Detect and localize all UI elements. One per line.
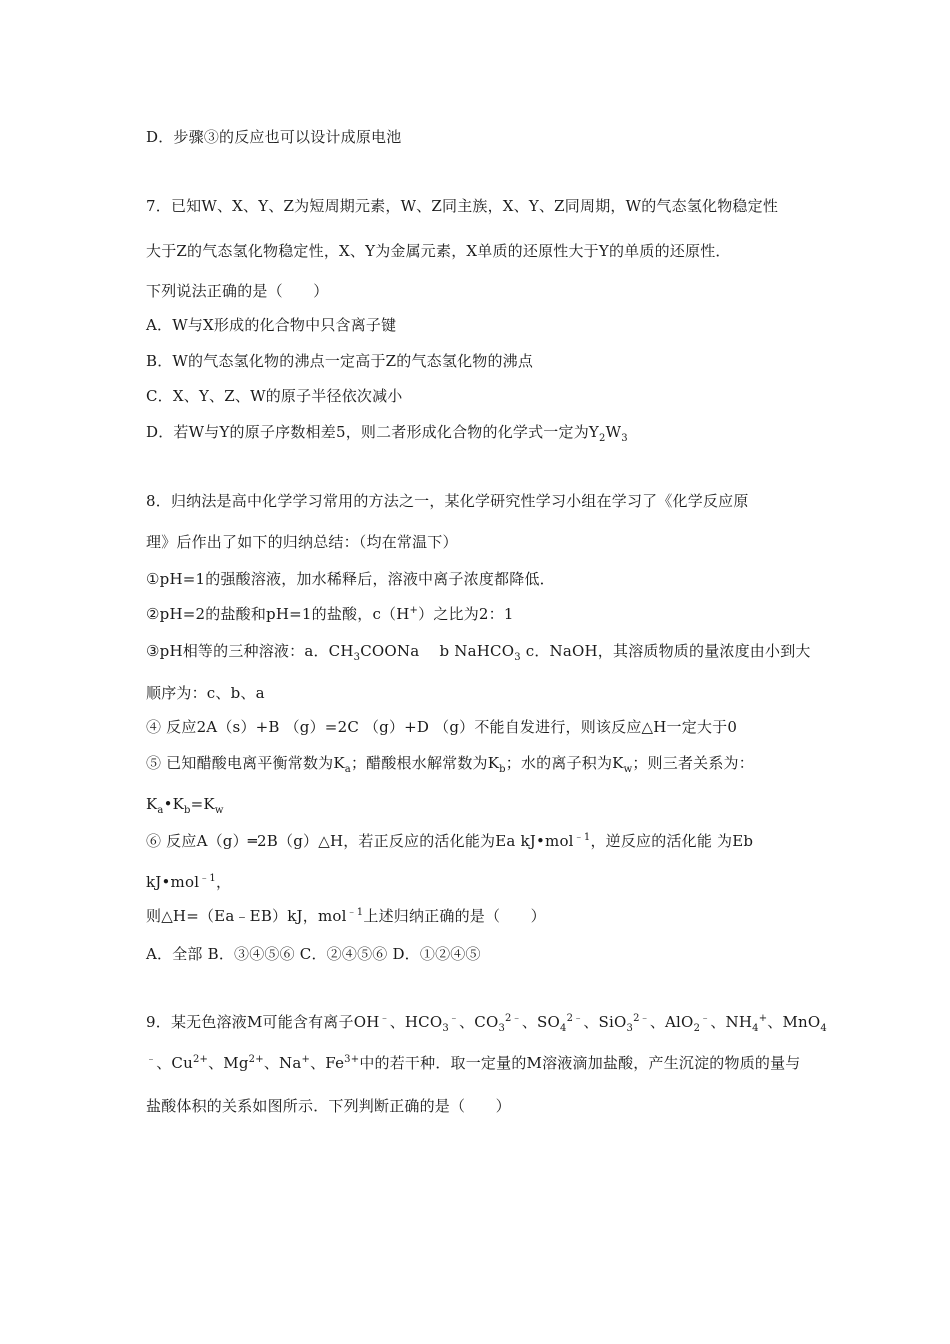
text: 、SiO (583, 1013, 627, 1031)
text: ③pH相等的三种溶液：a．CH (146, 642, 354, 660)
text: 则△H=（Ea﹣EB）kJ，mol (146, 907, 347, 925)
superscript: ﹣ (448, 1013, 460, 1024)
text: ，逆反应的活化能 为Eb (590, 832, 754, 850)
text: •K (163, 795, 185, 813)
text: ， (215, 873, 232, 891)
q8-options: A．全部 B．③④⑤⑥ C．②④⑤⑥ D．①②④⑤ (146, 945, 481, 963)
q8-item-6-cont (146, 871, 231, 893)
superscript: ﹣ (700, 1013, 711, 1024)
superscript: ﹣1 (573, 832, 591, 843)
q9-stem-line-1 (146, 1011, 827, 1033)
q8-item-5 (146, 752, 754, 774)
text: ⑤ 已知醋酸电离平衡常数为K (146, 754, 345, 772)
q7-stem-line-2: 大于Z的气态氢化物稳定性，X、Y为金属元素，X单质的还原性大于Y的单质的还原性． (146, 242, 731, 260)
subscript: 2 (599, 433, 606, 444)
q8-stem-line-2: 理》后作出了如下的归纳总结：（均在常温下） (146, 533, 458, 551)
text: ；水的离子积为K (505, 754, 624, 772)
subscript: 3 (514, 652, 521, 663)
superscript: + (409, 605, 419, 616)
subscript: b (499, 764, 506, 775)
q8-stem-line-1: 8．归纳法是高中化学学习常用的方法之一，某化学研究性学习小组在学习了《化学反应原 (146, 492, 749, 510)
q8-item-6-end (146, 905, 546, 927)
superscript: 2﹣ (505, 1013, 522, 1024)
text: 、Cu (156, 1054, 193, 1072)
superscript: + (758, 1013, 768, 1024)
text: =K (190, 795, 215, 813)
text: 上述归纳正确的是（ ） (363, 907, 546, 925)
text: ；则三者关系为： (632, 754, 754, 772)
q7-option-d (146, 421, 628, 443)
subscript: a (157, 805, 164, 816)
q8-item-3-cont: 顺序为：c、b、a (146, 684, 265, 702)
q7-option-a: A．W与X形成的化合物中只含离子键 (146, 316, 397, 334)
text: COONa b NaHCO (360, 642, 515, 660)
superscript: + (301, 1054, 311, 1065)
text: ；醋酸根水解常数为K (350, 754, 500, 772)
subscript: w (623, 764, 633, 775)
subscript: 3 (442, 1023, 449, 1034)
superscript: 2+ (248, 1054, 264, 1065)
subscript: b (184, 805, 191, 816)
subscript: 4 (752, 1023, 759, 1034)
text: 、Fe (310, 1054, 345, 1072)
q8-item-2 (146, 603, 514, 625)
superscript: ﹣1 (346, 907, 364, 918)
subscript: w (214, 805, 224, 816)
q7-stem-line-3: 下列说法正确的是（ ） (146, 282, 329, 300)
text: 、AlO (649, 1013, 694, 1031)
text: 9．某无色溶液M可能含有离子OH (146, 1013, 380, 1031)
subscript: a (344, 764, 351, 775)
q8-item-1: ①pH=1的强酸溶液，加水稀释后，溶液中离子浓度都降低． (146, 570, 555, 588)
superscript: 3+ (344, 1054, 360, 1065)
text: 、NH (710, 1013, 753, 1031)
q7-option-b: B．W的气态氢化物的沸点一定高于Z的气态氢化物的沸点 (146, 352, 534, 370)
subscript: 3 (353, 652, 361, 663)
q7-option-d-text: D．若W与Y的原子序数相差5，则二者形成化合物的化学式一定为Y (146, 423, 599, 441)
text: 、Mg (208, 1054, 249, 1072)
text: 、SO (521, 1013, 560, 1031)
subscript: 3 (621, 433, 628, 444)
superscript: 2﹣ (633, 1013, 650, 1024)
text: 、CO (459, 1013, 499, 1031)
superscript: ﹣1 (199, 873, 216, 884)
q9-stem-line-2 (146, 1052, 801, 1074)
subscript: 3 (626, 1023, 634, 1034)
text: 中的若干种．取一定量的M溶液滴加盐酸，产生沉淀的物质的量与 (359, 1054, 801, 1072)
superscript: ﹣ (379, 1013, 390, 1024)
text: 、HCO (389, 1013, 443, 1031)
formula-part: W (605, 423, 622, 441)
text: 、MnO (767, 1013, 821, 1031)
text: c．NaOH，其溶质物质的量浓度由小到大 (520, 642, 811, 660)
q8-item-5-cont (146, 793, 224, 815)
subscript: 4 (820, 1023, 827, 1034)
subscript: 3 (498, 1023, 506, 1034)
text: K (146, 795, 158, 813)
superscript: 2﹣ (566, 1013, 584, 1024)
q8-item-6 (146, 830, 753, 852)
q8-item-4: ④ 反应2A（s）+B （g）=2C （g）+D （g）不能自发进行，则该反应△H一定大于0 (146, 718, 738, 736)
superscript: ﹣ (146, 1054, 157, 1065)
text: ）之比为2：1 (418, 605, 514, 623)
q9-stem-line-3: 盐酸体积的关系如图所示．下列判断正确的是（ ） (146, 1097, 511, 1115)
text: 、Na (263, 1054, 302, 1072)
q7-stem-line-1: 7．已知W、X、Y、Z为短周期元素，W、Z同主族，X、Y、Z同周期，W的气态氢化物稳定性 (146, 197, 779, 215)
text: ②pH=2的盐酸和pH=1的盐酸，c（H (146, 605, 410, 623)
text: ⑥ 反应A（g）═2B（g）△H，若正反应的活化能为Ea kJ•mol (146, 832, 574, 850)
superscript: 2+ (192, 1054, 209, 1065)
q6-option-d: D．步骤③的反应也可以设计成原电池 (146, 128, 402, 146)
q7-option-c: C．X、Y、Z、W的原子半径依次减小 (146, 387, 403, 405)
q8-item-3 (146, 640, 811, 662)
subscript: 4 (560, 1023, 567, 1034)
subscript: 2 (693, 1023, 701, 1034)
text: kJ•mol (146, 873, 200, 891)
